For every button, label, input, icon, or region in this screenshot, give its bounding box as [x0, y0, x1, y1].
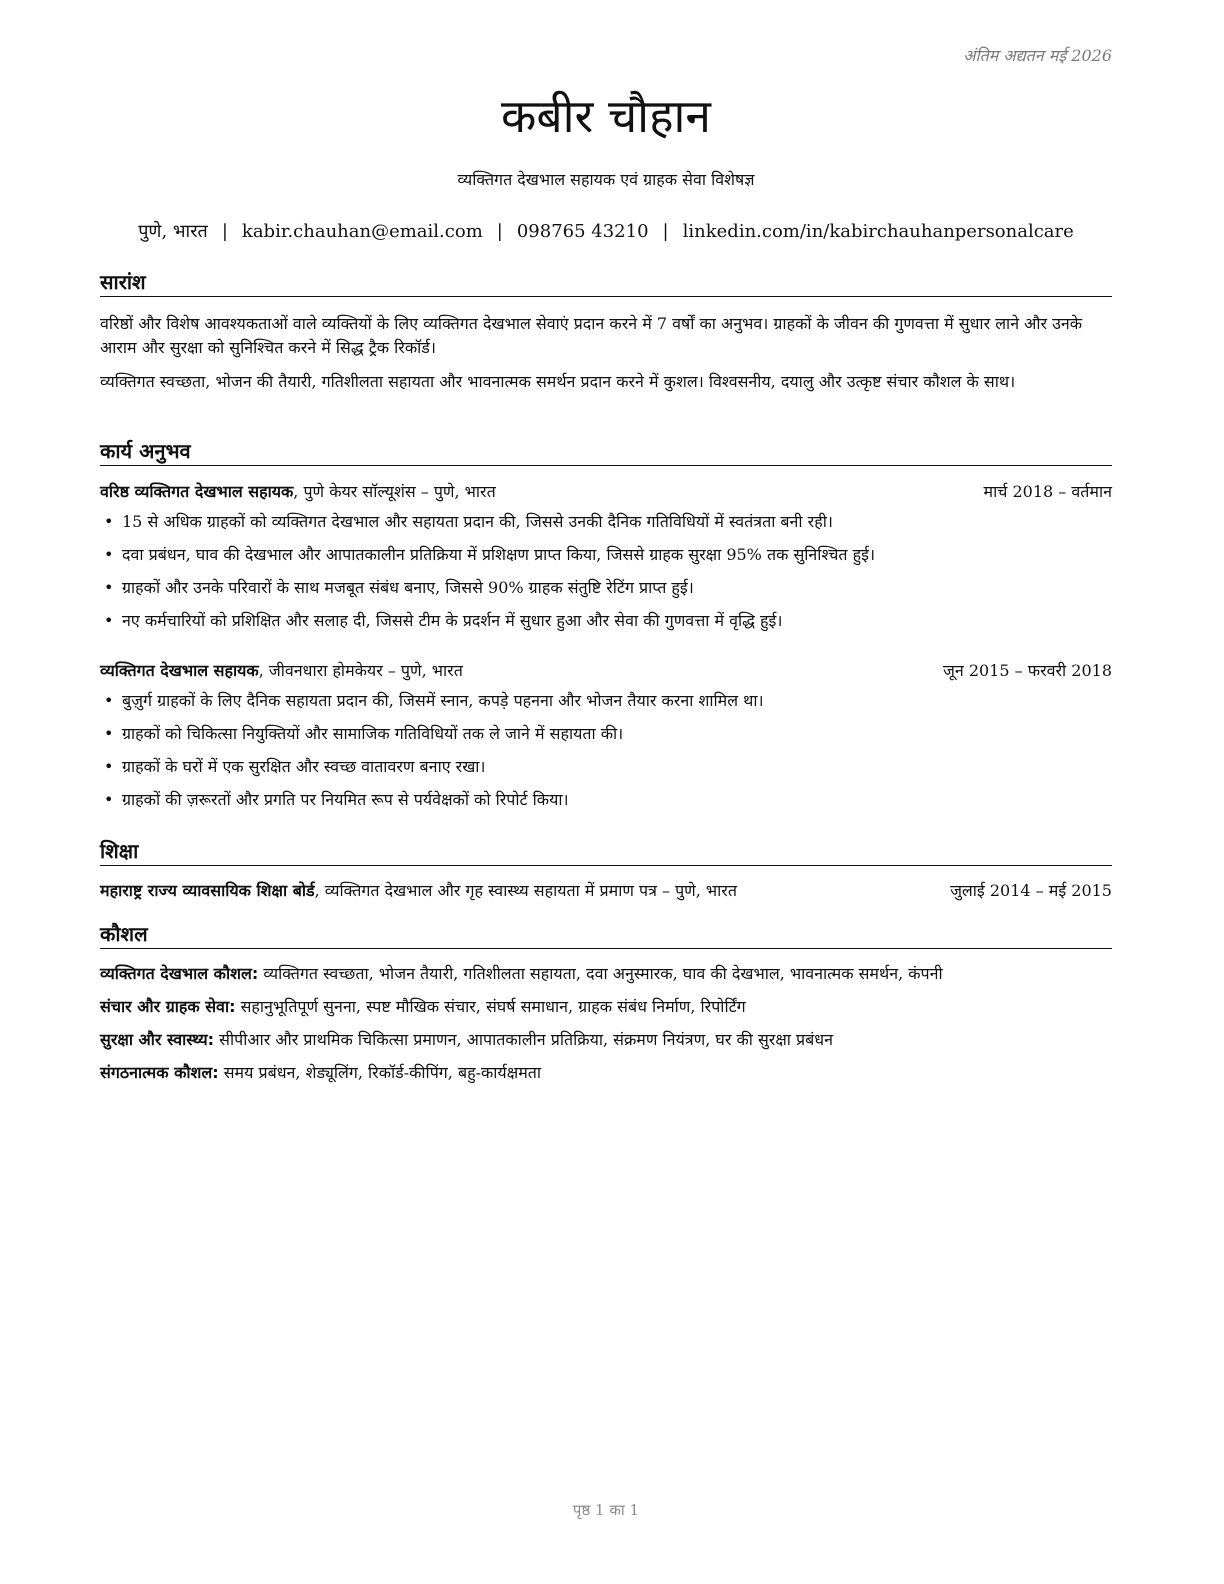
skill-value: सहानुभूतिपूर्ण सुनना, स्पष्ट मौखिक संचार, संघर्ष समाधान, ग्राहक संबंध निर्माण, रिपोर्टिंग	[235, 997, 746, 1016]
summary-paragraph: व्यक्तिगत स्वच्छता, भोजन की तैयारी, गतिशीलता सहायता और भावनात्मक समर्थन प्रदान करने में कुशल। विश्वसनीय, दयालु और उत्कृष्ट संचार कौशल के साथ।	[100, 372, 1016, 391]
summary-paragraph: वरिष्ठों और विशेष आवश्यकताओं वाले व्यक्तियों के लिए व्यक्तिगत देखभाल सेवाएं प्रदान करने में 7 वर्षों का अनुभव। ग्राहकों के जीवन की गुणवत्ता में सुधार लाने और उनके आराम और सुरक्षा को सुनिश्चित करने में सिद्ध ट्रैक रिकॉर्ड।	[100, 314, 1083, 357]
skill-label: सुरक्षा और स्वास्थ्य:	[100, 1030, 215, 1049]
skill-label: व्यक्तिगत देखभाल कौशल:	[100, 964, 259, 983]
education-section	[100, 839, 1112, 902]
skill-value: समय प्रबंधन, शेड्यूलिंग, रिकॉर्ड-कीपिंग, बहु-कार्यक्षमता	[218, 1063, 542, 1082]
list-item: • ग्राहकों और उनके परिवारों के साथ मजबूत संबंध बनाए, जिससे 90% ग्राहक संतुष्टि रेटिंग प्राप्त हुई।	[100, 577, 1112, 599]
job-role: वरिष्ठ व्यक्तिगत देखभाल सहायक	[100, 482, 294, 501]
job-org: , पुणे केयर सॉल्यूशंस – पुणे, भारत	[293, 482, 496, 501]
section-title-summary: सारांश	[100, 270, 1112, 297]
page-number: पृष्ठ 1 का 1	[572, 1501, 640, 1519]
skills-list	[100, 963, 1112, 1084]
job-bullets	[100, 511, 1112, 632]
section-title-education: शिक्षा	[100, 839, 1112, 866]
job-entry	[100, 660, 1112, 811]
list-item: • नए कर्मचारियों को प्रशिक्षित और सलाह दी, जिससे टीम के प्रदर्शन में सुधार हुआ और सेवा की गुणवत्ता में वृद्धि हुई।	[100, 610, 1112, 632]
job-header	[100, 660, 1112, 682]
last-updated: अंतिम अद्यतन मई 2026	[963, 46, 1112, 65]
job-title-line	[100, 481, 496, 503]
job-dates: मार्च 2018 – वर्तमान	[983, 482, 1112, 501]
skill-line	[100, 996, 1112, 1018]
job-org: , जीवनधारा होमकेयर – पुणे, भारत	[258, 661, 463, 680]
job-entry	[100, 481, 1112, 632]
skill-line	[100, 1062, 1112, 1084]
skill-label: संगठनात्मक कौशल:	[100, 1063, 219, 1082]
skill-line	[100, 1029, 1112, 1051]
education-detail: , व्यक्तिगत देखभाल और गृह स्वास्थ्य सहायता में प्रमाण पत्र – पुणे, भारत	[314, 881, 737, 900]
job-title-line	[100, 660, 463, 682]
skill-value: सीपीआर और प्राथमिक चिकित्सा प्रमाणन, आपातकालीन प्रतिक्रिया, संक्रमण नियंत्रण, घर की सुरक्षा प्रबंधन	[214, 1030, 833, 1049]
contact-email[interactable]: kabir.chauhan@email.com	[241, 221, 483, 242]
list-item: • ग्राहकों के घरों में एक सुरक्षित और स्वच्छ वातावरण बनाए रखा।	[100, 756, 1112, 778]
education-entry	[100, 880, 1112, 902]
contact-phone: 098765 43210	[516, 221, 649, 242]
list-item: • 15 से अधिक ग्राहकों को व्यक्तिगत देखभाल और सहायता प्रदान की, जिससे उनकी दैनिक गतिविधियों में स्वतंत्रता बनी रही।	[100, 511, 1112, 533]
skill-value: व्यक्तिगत स्वच्छता, भोजन तैयारी, गतिशीलता सहायता, दवा अनुस्मारक, घाव की देखभाल, भावनात्मक समर्थन, कंपनी	[258, 964, 943, 983]
job-bullets	[100, 690, 1112, 811]
contact-location: पुणे, भारत	[138, 221, 208, 242]
job-header	[100, 481, 1112, 503]
education-institution: महाराष्ट्र राज्य व्यावसायिक शिक्षा बोर्ड	[100, 881, 315, 900]
education-line	[100, 880, 737, 902]
list-item: • ग्राहकों को चिकित्सा नियुक्तियों और सामाजिक गतिविधियों तक ले जाने में सहायता की।	[100, 723, 1112, 745]
skill-label: संचार और ग्राहक सेवा:	[100, 997, 236, 1016]
job-dates: जून 2015 – फरवरी 2018	[943, 661, 1112, 680]
skill-line	[100, 963, 1112, 985]
section-title-experience: कार्य अनुभव	[100, 439, 1112, 466]
job-role: व्यक्तिगत देखभाल सहायक	[100, 661, 259, 680]
resume-page	[100, 0, 1112, 1584]
skills-section	[100, 922, 1112, 1095]
summary-section	[100, 270, 1112, 394]
separator: |	[662, 221, 669, 242]
contact-line	[100, 219, 1112, 243]
section-title-skills: कौशल	[100, 922, 1112, 949]
list-item: • ग्राहकों की ज़रूरतों और प्रगति पर नियमित रूप से पर्यवेक्षकों को रिपोर्ट किया।	[100, 789, 1112, 811]
tagline: व्यक्तिगत देखभाल सहायक एवं ग्राहक सेवा विशेषज्ञ	[457, 170, 755, 189]
education-dates: जुलाई 2014 – मई 2015	[950, 881, 1112, 900]
candidate-name: कबीर चौहान	[501, 89, 711, 143]
experience-section	[100, 439, 1112, 811]
separator: |	[496, 221, 503, 242]
list-item: • बुज़ुर्ग ग्राहकों के लिए दैनिक सहायता प्रदान की, जिसमें स्नान, कपड़े पहनना और भोजन तैयार करना शामिल था।	[100, 690, 1112, 712]
contact-linkedin[interactable]: linkedin.com/in/kabirchauhanpersonalcare	[682, 221, 1074, 242]
list-item: • दवा प्रबंधन, घाव की देखभाल और आपातकालीन प्रतिक्रिया में प्रशिक्षण प्राप्त किया, जिससे ग्राहक सुरक्षा 95% तक सुनिश्चित हुई।	[100, 544, 1112, 566]
separator: |	[221, 221, 228, 242]
